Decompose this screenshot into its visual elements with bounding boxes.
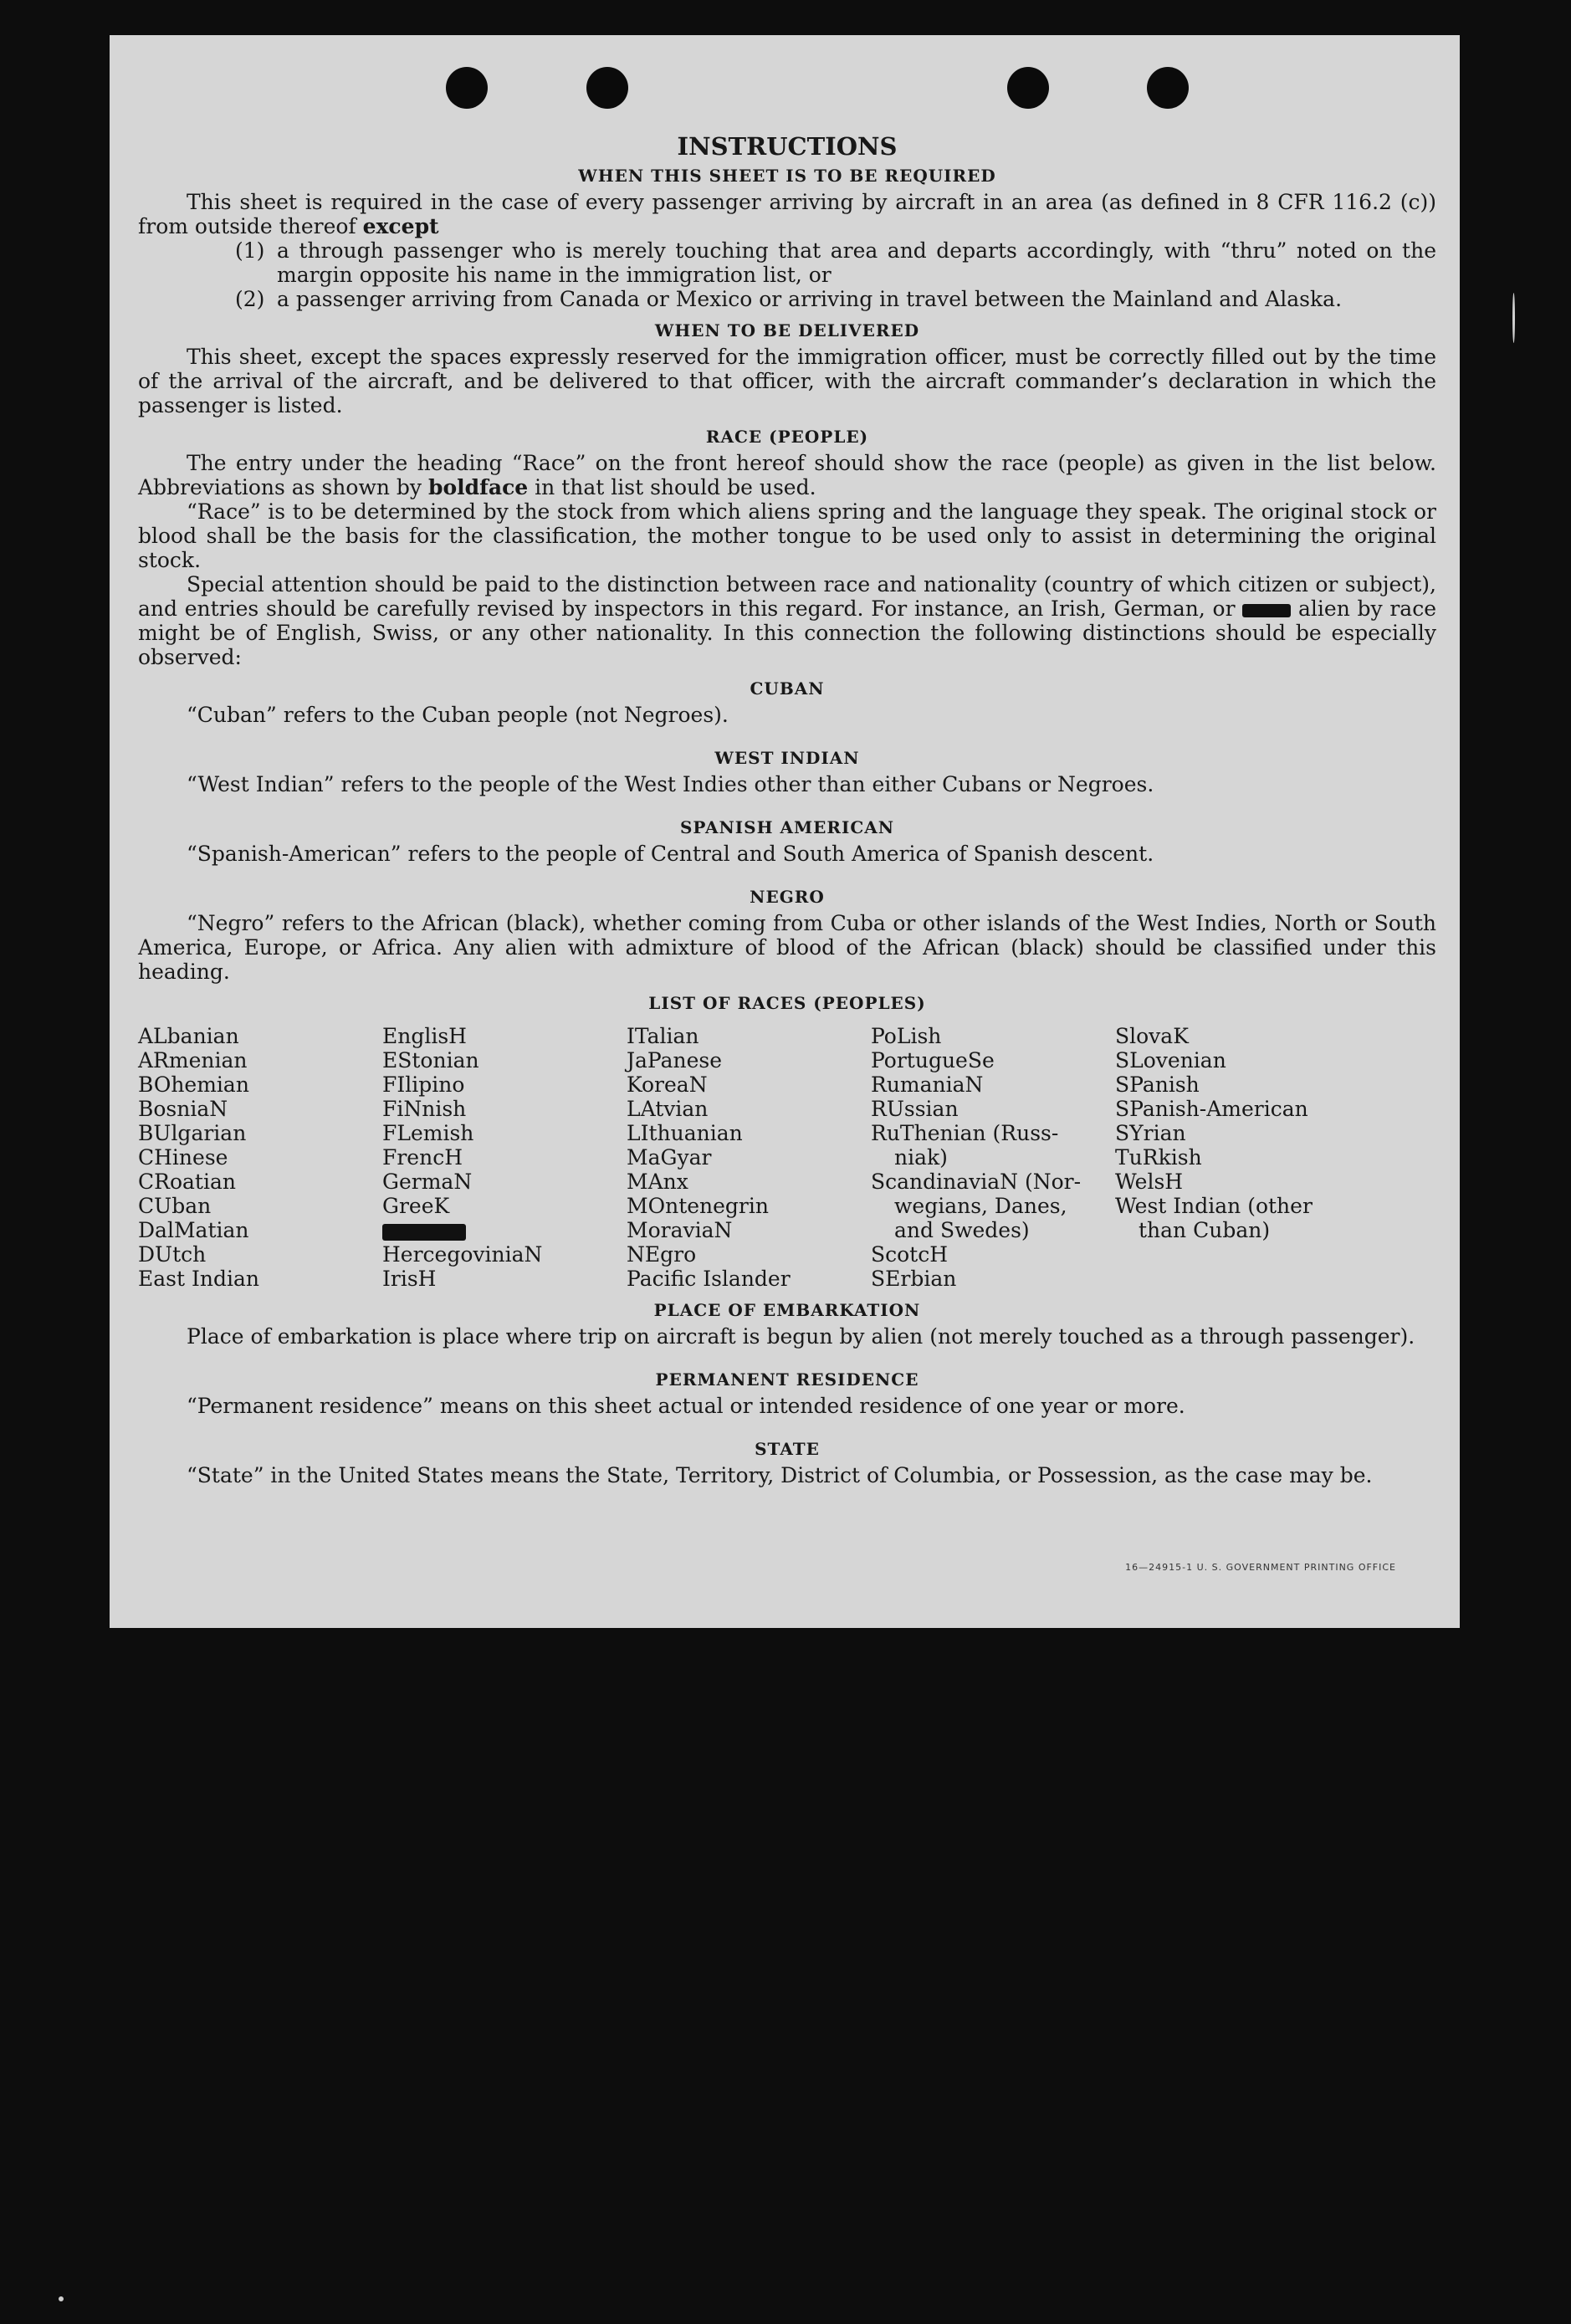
race-entry: NEgro <box>627 1242 697 1267</box>
race-entry: CHinese <box>138 1145 228 1170</box>
race-entry: MOntenegrin <box>627 1194 769 1218</box>
heading-race: RACE (PEOPLE) <box>705 427 869 447</box>
negro-text: “Negro” refers to the African (black), whether coming from Cuba or other islands of the West Indies, North or South America, Europe, or Africa. Any alien with admixture of blood of the African (black) should be classified under this heading. <box>138 911 1436 984</box>
race-entry: RumaniaN <box>871 1072 984 1097</box>
race-entry: BosniaN <box>138 1097 228 1121</box>
race-entry: IrisH <box>382 1267 437 1291</box>
race-entry: TuRkish <box>1115 1145 1202 1170</box>
heading-when-delivered: WHEN TO BE DELIVERED <box>654 320 920 340</box>
film-speck <box>59 2296 64 2301</box>
race-entry: SPanish <box>1115 1072 1200 1097</box>
race-entry: SlovaK <box>1115 1024 1189 1048</box>
punch-hole <box>1007 67 1049 109</box>
race-entry: SErbian <box>871 1267 957 1291</box>
permanent-residence-text: “Permanent residence” means on this sheet actual or intended residence of one year or more. <box>187 1394 1185 1418</box>
races-column-2 <box>382 1024 627 1291</box>
race-entry: JaPanese <box>627 1048 723 1072</box>
redaction-mark <box>382 1224 466 1241</box>
punch-hole <box>1147 67 1189 109</box>
race-entry: MoraviaN <box>627 1218 733 1242</box>
race-entry: FLemish <box>382 1121 474 1145</box>
race-entry: CUban <box>138 1194 212 1218</box>
punch-hole <box>446 67 488 109</box>
heading-when-required: WHEN THIS SHEET IS TO BE REQUIRED <box>578 166 996 186</box>
race-entry: SLovenian <box>1115 1048 1226 1072</box>
cuban-text: “Cuban” refers to the Cuban people (not Negroes). <box>187 703 729 727</box>
race-entry: PoLish <box>871 1024 942 1048</box>
heading-west-indian: WEST INDIAN <box>714 748 860 768</box>
race-entry: HercegoviniaN <box>382 1242 543 1267</box>
race-entry: SPanish-American <box>1115 1097 1308 1121</box>
race-entry: Pacific Islander <box>627 1267 791 1291</box>
race-paragraph-2: “Race” is to be determined by the stock from which aliens spring and the language they speak. The original stock or blood shall be the basis for the classification, the mother tongue to be used only to assist in determining the original stock. <box>138 499 1436 572</box>
race-entry: GermaN <box>382 1170 473 1194</box>
race-entry: BUlgarian <box>138 1121 247 1145</box>
race-paragraph-3: Special attention should be paid to the distinction between race and nationality (country of which citizen or subject), and entries should be carefully revised by inspectors in this regard. For instance, an Irish, German, or alien by race might be of English, Swiss, or any other nationality. In this connection the following distinctions should be especially observed: <box>138 572 1436 669</box>
film-scratch <box>1512 293 1515 343</box>
list-item: (2) a passenger arriving from Canada or Mexico or arriving in travel between the Mainland and Alaska. <box>235 287 1343 311</box>
heading-cuban: CUBAN <box>750 678 825 699</box>
race-entry: FrencH <box>382 1145 463 1170</box>
when-delivered-text: This sheet, except the spaces expressly reserved for the immigration officer, must be correctly filled out by the time of the arrival of the aircraft, and be delivered to that officer, with the aircraft commander’s declaration in which the passenger is listed. <box>138 345 1436 417</box>
redaction-mark <box>1242 604 1291 617</box>
race-entry: CRoatian <box>138 1170 236 1194</box>
spanish-american-text: “Spanish-American” refers to the people of Central and South America of Spanish descent. <box>187 842 1154 866</box>
race-entry-ruthenian: RuThenian (Russ- niak) <box>871 1121 1059 1170</box>
race-entry: LIthuanian <box>627 1121 743 1145</box>
race-entry: BOhemian <box>138 1072 249 1097</box>
race-entry: SYrian <box>1115 1121 1186 1145</box>
race-entry: FIlipino <box>382 1072 465 1097</box>
race-entry: MAnx <box>627 1170 688 1194</box>
instructions-body <box>138 131 1436 1487</box>
races-column-3 <box>627 1024 871 1291</box>
heading-state: STATE <box>755 1439 820 1459</box>
race-entry: ScotcH <box>871 1242 949 1267</box>
printing-office-footer: 16—24915-1 U. S. GOVERNMENT PRINTING OFFICE <box>1125 1562 1396 1573</box>
embarkation-text: Place of embarkation is place where trip on aircraft is begun by alien (not merely touched as a through passenger). <box>187 1324 1415 1349</box>
race-entry: DalMatian <box>138 1218 249 1242</box>
race-entry: ALbanian <box>138 1024 239 1048</box>
races-column-1 <box>138 1024 382 1291</box>
race-entry: East Indian <box>138 1267 259 1291</box>
race-entry: FiNnish <box>382 1097 467 1121</box>
race-entry: GreeK <box>382 1194 450 1218</box>
race-entry: EnglisH <box>382 1024 467 1048</box>
state-text: “State” in the United States means the State, Territory, District of Columbia, or Possession, as the case may be. <box>187 1463 1373 1487</box>
west-indian-text: “West Indian” refers to the people of the West Indies other than either Cubans or Negroes. <box>187 772 1154 796</box>
heading-negro: NEGRO <box>750 887 825 907</box>
heading-embarkation: PLACE OF EMBARKATION <box>653 1300 921 1320</box>
when-required-intro: This sheet is required in the case of every passenger arriving by aircraft in an area (as defined in 8 CFR 116.2 (c)) from outside thereof except <box>138 190 1436 238</box>
races-column-5 <box>1115 1024 1436 1291</box>
heading-spanish-american: SPANISH AMERICAN <box>679 817 895 837</box>
heading-list-of-races: LIST OF RACES (PEOPLES) <box>648 993 926 1013</box>
race-entry: KoreaN <box>627 1072 708 1097</box>
race-entry: MaGyar <box>627 1145 712 1170</box>
page-title: INSTRUCTIONS <box>677 132 898 161</box>
race-entry: ARmenian <box>138 1048 248 1072</box>
race-entry: RUssian <box>871 1097 959 1121</box>
races-list <box>138 1024 1436 1291</box>
race-entry: DUtch <box>138 1242 207 1267</box>
race-entry: WelsH <box>1115 1170 1184 1194</box>
punch-hole <box>586 67 628 109</box>
race-entry-west-indian: West Indian (other than Cuban) <box>1115 1194 1313 1242</box>
races-column-4 <box>871 1024 1115 1291</box>
list-item: (1) a through passenger who is merely touching that area and departs accordingly, with “thru” noted on the margin opposite his name in the immigration list, or <box>235 238 1436 287</box>
race-entry: PortugueSe <box>871 1048 995 1072</box>
redacted-race-entry <box>382 1218 627 1242</box>
race-entry-scandinavian: ScandinaviaN (Nor- wegians, Danes, and Swedes) <box>871 1170 1082 1242</box>
race-entry: EStonian <box>382 1048 479 1072</box>
race-entry: LAtvian <box>627 1097 709 1121</box>
document-sheet <box>110 35 1460 1628</box>
race-paragraph-1: The entry under the heading “Race” on the front hereof should show the race (people) as given in the list below. Abbreviations as shown by boldface in that list should be used. <box>138 451 1436 499</box>
heading-permanent-residence: PERMANENT RESIDENCE <box>655 1369 919 1390</box>
race-entry: ITalian <box>627 1024 699 1048</box>
